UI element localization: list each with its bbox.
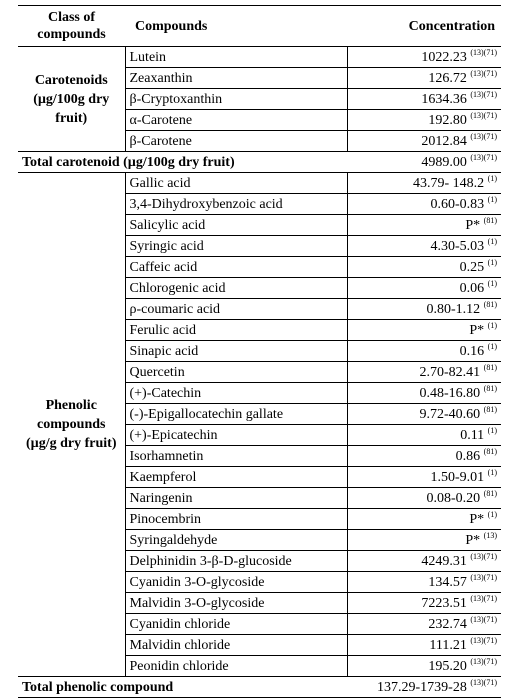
reference-superscript: (13)(71) (470, 47, 497, 57)
compound-name (125, 425, 347, 446)
reference-superscript: (13) (483, 530, 497, 540)
concentration-value: 0.11 (460, 427, 485, 443)
carotenoid-total-cell (347, 152, 501, 173)
concentration-cell (347, 68, 501, 89)
concentration-cell (347, 194, 501, 215)
reference-superscript: (81) (483, 362, 497, 372)
concentration-cell (347, 551, 501, 572)
header-class: Class of compounds (18, 6, 125, 47)
compound-name-text: Chlorogenic acid (129, 280, 226, 296)
concentration-cell (347, 446, 501, 467)
reference-superscript: (13)(71) (470, 68, 497, 78)
compound-name (125, 215, 347, 236)
concentration-value: 0.86 (455, 448, 481, 464)
compound-name (125, 299, 347, 320)
phenolic-total-label: Total phenolic compound (18, 677, 347, 698)
compound-name-text: Malvidin chloride (129, 637, 231, 653)
compound-name (125, 635, 347, 656)
concentration-cell (347, 656, 501, 677)
concentration-value: 2012.84 (421, 133, 467, 149)
compound-name (125, 404, 347, 425)
reference-superscript: (13)(71) (470, 152, 497, 162)
compound-name (125, 110, 347, 131)
carotenoid-total-label: Total carotenoid (µg/100g dry fruit) (18, 152, 347, 173)
compound-name-text: α-Carotene (129, 112, 193, 128)
concentration-value: 1634.36 (421, 91, 467, 107)
concentration-cell (347, 509, 501, 530)
compound-name (125, 530, 347, 551)
compound-name (125, 278, 347, 299)
concentration-cell (347, 257, 501, 278)
concentration-cell (347, 173, 501, 194)
phenolic-total-row (18, 677, 501, 698)
concentration-value: 2.70-82.41 (419, 364, 481, 380)
reference-superscript: (13)(71) (470, 656, 497, 666)
concentration-cell (347, 530, 501, 551)
compound-name-text: Malvidin 3-O-glycoside (129, 595, 265, 611)
concentration-value: 1022.23 (421, 49, 467, 65)
compound-name (125, 446, 347, 467)
compound-name-text: (-)-Epigallocatechin gallate (129, 406, 284, 422)
reference-superscript: (1) (487, 320, 497, 330)
concentration-cell (347, 593, 501, 614)
phenolic-group-label: Phenolic compounds (µg/g dry fruit) (18, 173, 125, 677)
concentration-cell (347, 341, 501, 362)
compound-name (125, 383, 347, 404)
concentration-value: 0.16 (459, 343, 485, 359)
concentration-value: P* (469, 511, 485, 527)
concentration-value: 0.06 (459, 280, 485, 296)
compound-name (125, 173, 347, 194)
compound-name (125, 488, 347, 509)
reference-superscript: (81) (483, 404, 497, 414)
compounds-table (18, 5, 501, 698)
compound-name-text: β-Cryptoxanthin (129, 91, 223, 107)
concentration-cell (347, 110, 501, 131)
reference-superscript: (81) (483, 299, 497, 309)
reference-superscript: (1) (487, 194, 497, 204)
concentration-value: 43.79- 148.2 (413, 175, 485, 191)
compound-name-text: Ferulic acid (129, 322, 196, 338)
carotenoid-total-value: 4989.00 (421, 154, 467, 170)
compound-name-text: Quercetin (129, 364, 185, 380)
concentration-value: 0.25 (459, 259, 485, 275)
concentration-value: 0.80-1.12 (426, 301, 481, 317)
compound-name-text: β-Carotene (129, 133, 192, 149)
reference-superscript: (1) (487, 236, 497, 246)
compound-name-text: Delphinidin 3-β-D-glucoside (129, 553, 292, 569)
reference-superscript: (81) (483, 488, 497, 498)
concentration-value: 195.20 (428, 658, 467, 674)
compound-name-text: Cyanidin 3-O-glycoside (129, 574, 265, 590)
carotenoid-group-label: Carotenoids (µg/100g dry fruit) (18, 47, 125, 152)
concentration-value: 4249.31 (421, 553, 467, 569)
compound-name (125, 362, 347, 383)
header-compounds: Compounds (125, 6, 347, 47)
concentration-cell (347, 425, 501, 446)
reference-superscript: (13)(71) (470, 572, 497, 582)
concentration-cell (347, 572, 501, 593)
compound-name (125, 89, 347, 110)
concentration-cell (347, 278, 501, 299)
reference-superscript: (13)(71) (470, 551, 497, 561)
compound-name-text: Peonidin chloride (129, 658, 229, 674)
compound-name (125, 614, 347, 635)
reference-superscript: (1) (487, 257, 497, 267)
concentration-cell (347, 614, 501, 635)
concentration-value: 111.21 (429, 637, 467, 653)
concentration-value: 126.72 (428, 70, 467, 86)
compound-name (125, 467, 347, 488)
reference-superscript: (13)(71) (470, 131, 497, 141)
compound-name-text: (+)-Catechin (129, 385, 202, 401)
concentration-value: 9.72-40.60 (419, 406, 481, 422)
phenolic-total-value: 137.29-1739-28 (377, 679, 467, 695)
concentration-cell (347, 47, 501, 68)
reference-superscript: (81) (483, 446, 497, 456)
concentration-value: P* (465, 532, 481, 548)
compound-name-text: Zeaxanthin (129, 70, 193, 86)
concentration-cell (347, 488, 501, 509)
reference-superscript: (13)(71) (470, 635, 497, 645)
concentration-cell (347, 362, 501, 383)
compound-name (125, 656, 347, 677)
compound-name (125, 194, 347, 215)
compound-name-text: Cyanidin chloride (129, 616, 231, 632)
compound-name (125, 257, 347, 278)
reference-superscript: (13)(71) (470, 614, 497, 624)
compound-name (125, 341, 347, 362)
carotenoid-total-row (18, 152, 501, 173)
concentration-cell (347, 404, 501, 425)
reference-superscript: (1) (487, 173, 497, 183)
compound-name-text: Isorhamnetin (129, 448, 204, 464)
phenolic-row (18, 173, 501, 194)
concentration-cell (347, 89, 501, 110)
compound-name (125, 572, 347, 593)
reference-superscript: (1) (487, 425, 497, 435)
reference-superscript: (13)(71) (470, 593, 497, 603)
concentration-cell (347, 467, 501, 488)
reference-superscript: (1) (487, 278, 497, 288)
compound-name-text: ρ-coumaric acid (129, 301, 221, 317)
reference-superscript: (1) (487, 467, 497, 477)
concentration-cell (347, 635, 501, 656)
concentration-value: 1.50-9.01 (430, 469, 485, 485)
compound-name-text: 3,4-Dihydroxybenzoic acid (129, 196, 283, 212)
compound-name-text: Lutein (129, 49, 167, 65)
concentration-value: 4.30-5.03 (430, 238, 485, 254)
concentration-value: 232.74 (428, 616, 467, 632)
compound-name (125, 236, 347, 257)
concentration-value: 0.60-0.83 (430, 196, 485, 212)
header-concentration: Concentration (347, 6, 501, 47)
compound-name-text: Naringenin (129, 490, 193, 506)
compound-name (125, 509, 347, 530)
compound-name (125, 593, 347, 614)
concentration-cell (347, 299, 501, 320)
concentration-value: P* (469, 322, 485, 338)
reference-superscript: (1) (487, 341, 497, 351)
compound-name-text: Sinapic acid (129, 343, 199, 359)
compound-name-text: Caffeic acid (129, 259, 198, 275)
concentration-value: P* (465, 217, 481, 233)
concentration-cell (347, 131, 501, 152)
phenolic-total-cell (347, 677, 501, 698)
compound-name-text: Salicylic acid (129, 217, 206, 233)
concentration-value: 0.48-16.80 (419, 385, 481, 401)
concentration-value: 192.80 (428, 112, 467, 128)
reference-superscript: (13)(71) (470, 89, 497, 99)
compound-name (125, 320, 347, 341)
compound-name (125, 47, 347, 68)
compound-name-text: Kaempferol (129, 469, 197, 485)
compound-name-text: Gallic acid (129, 175, 191, 191)
concentration-cell (347, 236, 501, 257)
concentration-cell (347, 320, 501, 341)
reference-superscript: (13)(71) (470, 677, 497, 687)
compound-name-text: Syringic acid (129, 238, 204, 254)
concentration-cell (347, 383, 501, 404)
compound-name (125, 68, 347, 89)
concentration-cell (347, 215, 501, 236)
compound-name-text: Pinocembrin (129, 511, 202, 527)
concentration-value: 0.08-0.20 (426, 490, 481, 506)
reference-superscript: (13)(71) (470, 110, 497, 120)
table-header-row (18, 6, 501, 47)
reference-superscript: (81) (483, 383, 497, 393)
compound-name-text: Syringaldehyde (129, 532, 218, 548)
compound-name (125, 131, 347, 152)
compound-name (125, 551, 347, 572)
compound-name-text: (+)-Epicatechin (129, 427, 218, 443)
reference-superscript: (1) (487, 509, 497, 519)
carotenoid-row (18, 47, 501, 68)
concentration-value: 134.57 (428, 574, 467, 590)
reference-superscript: (81) (483, 215, 497, 225)
concentration-value: 7223.51 (421, 595, 467, 611)
